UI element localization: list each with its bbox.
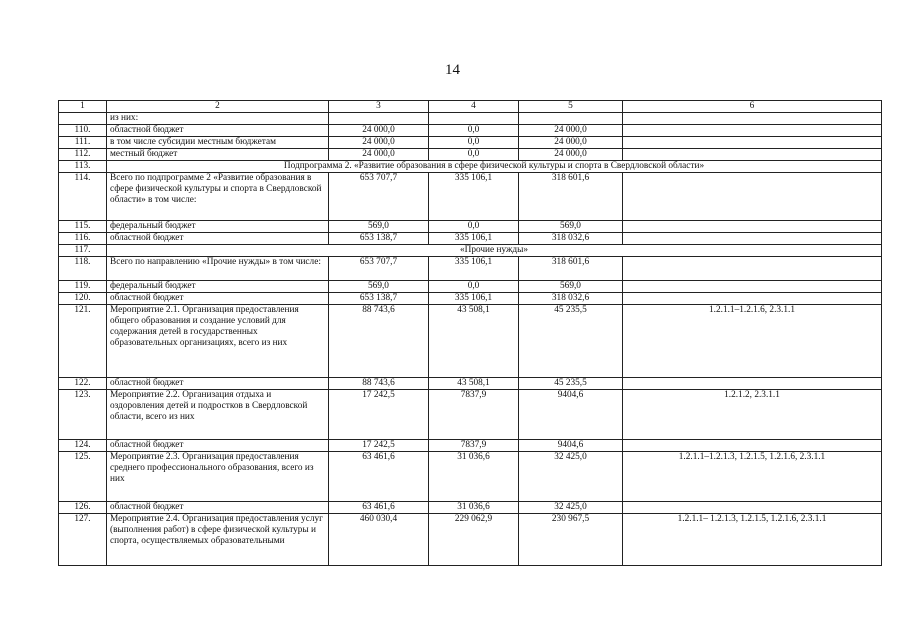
amount-year-1: 0,0	[429, 221, 519, 233]
table-row	[59, 125, 882, 137]
target-indicators	[623, 293, 882, 305]
row-name: областной бюджет	[107, 293, 329, 305]
amount-year-2	[519, 113, 623, 125]
amount-year-2: 32 425,0	[519, 452, 623, 502]
target-indicators: 1.2.1.2, 2.3.1.1	[623, 390, 882, 440]
amount-year-2: 230 967,5	[519, 514, 623, 566]
amount-total: 88 743,6	[329, 305, 429, 378]
table-row	[59, 245, 882, 257]
row-name: областной бюджет	[107, 440, 329, 452]
target-indicators	[623, 221, 882, 233]
table-row	[59, 514, 882, 566]
amount-year-1: 0,0	[429, 125, 519, 137]
target-indicators	[623, 125, 882, 137]
amount-total: 63 461,6	[329, 452, 429, 502]
row-number: 114.	[59, 173, 107, 221]
row-name: в том числе субсидии местным бюджетам	[107, 137, 329, 149]
amount-total: 653 707,7	[329, 173, 429, 221]
target-indicators	[623, 257, 882, 281]
header-cell-6: 6	[623, 101, 882, 113]
target-indicators	[623, 149, 882, 161]
table-row	[59, 305, 882, 378]
table-row	[59, 233, 882, 245]
table-row	[59, 221, 882, 233]
header-cell-4: 4	[429, 101, 519, 113]
row-number: 112.	[59, 149, 107, 161]
budget-table	[58, 100, 882, 566]
row-name: областной бюджет	[107, 502, 329, 514]
row-number: 123.	[59, 390, 107, 440]
amount-total: 17 242,5	[329, 390, 429, 440]
table-row	[59, 149, 882, 161]
row-name: областной бюджет	[107, 233, 329, 245]
target-indicators	[623, 378, 882, 390]
row-name: Всего по направлению «Прочие нужды» в том числе:	[107, 257, 329, 281]
target-indicators	[623, 281, 882, 293]
target-indicators: 1.2.1.1–1.2.1.6, 2.3.1.1	[623, 305, 882, 378]
amount-year-2: 318 032,6	[519, 293, 623, 305]
amount-year-1: 43 508,1	[429, 378, 519, 390]
amount-year-2: 24 000,0	[519, 149, 623, 161]
target-indicators: 1.2.1.1– 1.2.1.3, 1.2.1.5, 1.2.1.6, 2.3.1.1	[623, 514, 882, 566]
amount-total: 653 707,7	[329, 257, 429, 281]
amount-year-1: 43 508,1	[429, 305, 519, 378]
row-number: 122.	[59, 378, 107, 390]
row-number: 118.	[59, 257, 107, 281]
row-number: 127.	[59, 514, 107, 566]
amount-year-2: 318 601,6	[519, 257, 623, 281]
amount-year-2: 569,0	[519, 281, 623, 293]
table-row	[59, 113, 882, 125]
amount-year-1	[429, 113, 519, 125]
amount-year-1: 0,0	[429, 281, 519, 293]
target-indicators	[623, 502, 882, 514]
amount-year-1: 7837,9	[429, 390, 519, 440]
table-row	[59, 173, 882, 221]
amount-year-1: 229 062,9	[429, 514, 519, 566]
row-name: Всего по подпрограмме 2 «Развитие образования в сфере физической культуры и спорта в Свердловской области» в том числе:	[107, 173, 329, 221]
amount-year-2: 24 000,0	[519, 137, 623, 149]
amount-year-2: 318 032,6	[519, 233, 623, 245]
table-row	[59, 452, 882, 502]
row-number: 116.	[59, 233, 107, 245]
amount-total: 24 000,0	[329, 137, 429, 149]
amount-year-1: 335 106,1	[429, 173, 519, 221]
amount-year-2: 32 425,0	[519, 502, 623, 514]
row-number: 120.	[59, 293, 107, 305]
row-number: 125.	[59, 452, 107, 502]
amount-total: 24 000,0	[329, 149, 429, 161]
amount-year-2: 569,0	[519, 221, 623, 233]
amount-total: 24 000,0	[329, 125, 429, 137]
amount-year-1: 31 036,6	[429, 452, 519, 502]
row-name: Мероприятие 2.4. Организация предоставления услуг (выполнения работ) в сфере физической культуры и спорта, осуществляемых образовательными	[107, 514, 329, 566]
row-name: областной бюджет	[107, 125, 329, 137]
page-number: 14	[445, 62, 460, 78]
row-number	[59, 113, 107, 125]
amount-total: 569,0	[329, 281, 429, 293]
amount-year-1: 7837,9	[429, 440, 519, 452]
header-cell-5: 5	[519, 101, 623, 113]
amount-year-1: 31 036,6	[429, 502, 519, 514]
target-indicators	[623, 440, 882, 452]
amount-total: 88 743,6	[329, 378, 429, 390]
row-number: 113.	[59, 161, 107, 173]
table-row	[59, 137, 882, 149]
section-title: «Прочие нужды»	[107, 245, 882, 257]
amount-year-1: 0,0	[429, 137, 519, 149]
row-name: федеральный бюджет	[107, 221, 329, 233]
table-row	[59, 161, 882, 173]
budget-table-body	[59, 101, 882, 566]
row-name: Мероприятие 2.3. Организация предоставления среднего профессионального образования, всего из них	[107, 452, 329, 502]
table-row	[59, 293, 882, 305]
row-number: 124.	[59, 440, 107, 452]
amount-year-1: 335 106,1	[429, 293, 519, 305]
table-row	[59, 440, 882, 452]
table-row	[59, 378, 882, 390]
amount-total: 653 138,7	[329, 233, 429, 245]
table-row	[59, 502, 882, 514]
amount-year-2: 318 601,6	[519, 173, 623, 221]
row-name: Мероприятие 2.2. Организация отдыха и оздоровления детей и подростков в Свердловской области, всего из них	[107, 390, 329, 440]
amount-year-2: 9404,6	[519, 440, 623, 452]
amount-total: 63 461,6	[329, 502, 429, 514]
header-cell-3: 3	[329, 101, 429, 113]
amount-year-2: 9404,6	[519, 390, 623, 440]
row-number: 119.	[59, 281, 107, 293]
row-number: 121.	[59, 305, 107, 378]
row-name: местный бюджет	[107, 149, 329, 161]
amount-total: 460 030,4	[329, 514, 429, 566]
amount-year-1: 335 106,1	[429, 257, 519, 281]
amount-total: 653 138,7	[329, 293, 429, 305]
amount-year-2: 24 000,0	[519, 125, 623, 137]
row-number: 126.	[59, 502, 107, 514]
target-indicators	[623, 173, 882, 221]
amount-total	[329, 113, 429, 125]
target-indicators	[623, 113, 882, 125]
target-indicators	[623, 137, 882, 149]
amount-year-1: 335 106,1	[429, 233, 519, 245]
amount-year-2: 45 235,5	[519, 378, 623, 390]
row-number: 111.	[59, 137, 107, 149]
row-number: 110.	[59, 125, 107, 137]
target-indicators: 1.2.1.1–1.2.1.3, 1.2.1.5, 1.2.1.6, 2.3.1.1	[623, 452, 882, 502]
row-name: областной бюджет	[107, 378, 329, 390]
section-title: Подпрограмма 2. «Развитие образования в сфере физической культуры и спорта в Свердловской области»	[107, 161, 882, 173]
header-cell-1: 1	[59, 101, 107, 113]
table-row	[59, 257, 882, 281]
amount-total: 17 242,5	[329, 440, 429, 452]
target-indicators	[623, 233, 882, 245]
table-row	[59, 281, 882, 293]
table-row	[59, 390, 882, 440]
amount-year-2: 45 235,5	[519, 305, 623, 378]
header-cell-2: 2	[107, 101, 329, 113]
amount-year-1: 0,0	[429, 149, 519, 161]
amount-total: 569,0	[329, 221, 429, 233]
row-number: 115.	[59, 221, 107, 233]
row-name: Мероприятие 2.1. Организация предоставления общего образования и создание условий для содержания детей в государственных образовательных организациях, всего из них	[107, 305, 329, 378]
table-header-row	[59, 101, 882, 113]
row-name: из них:	[107, 113, 329, 125]
row-number: 117.	[59, 245, 107, 257]
row-name: федеральный бюджет	[107, 281, 329, 293]
